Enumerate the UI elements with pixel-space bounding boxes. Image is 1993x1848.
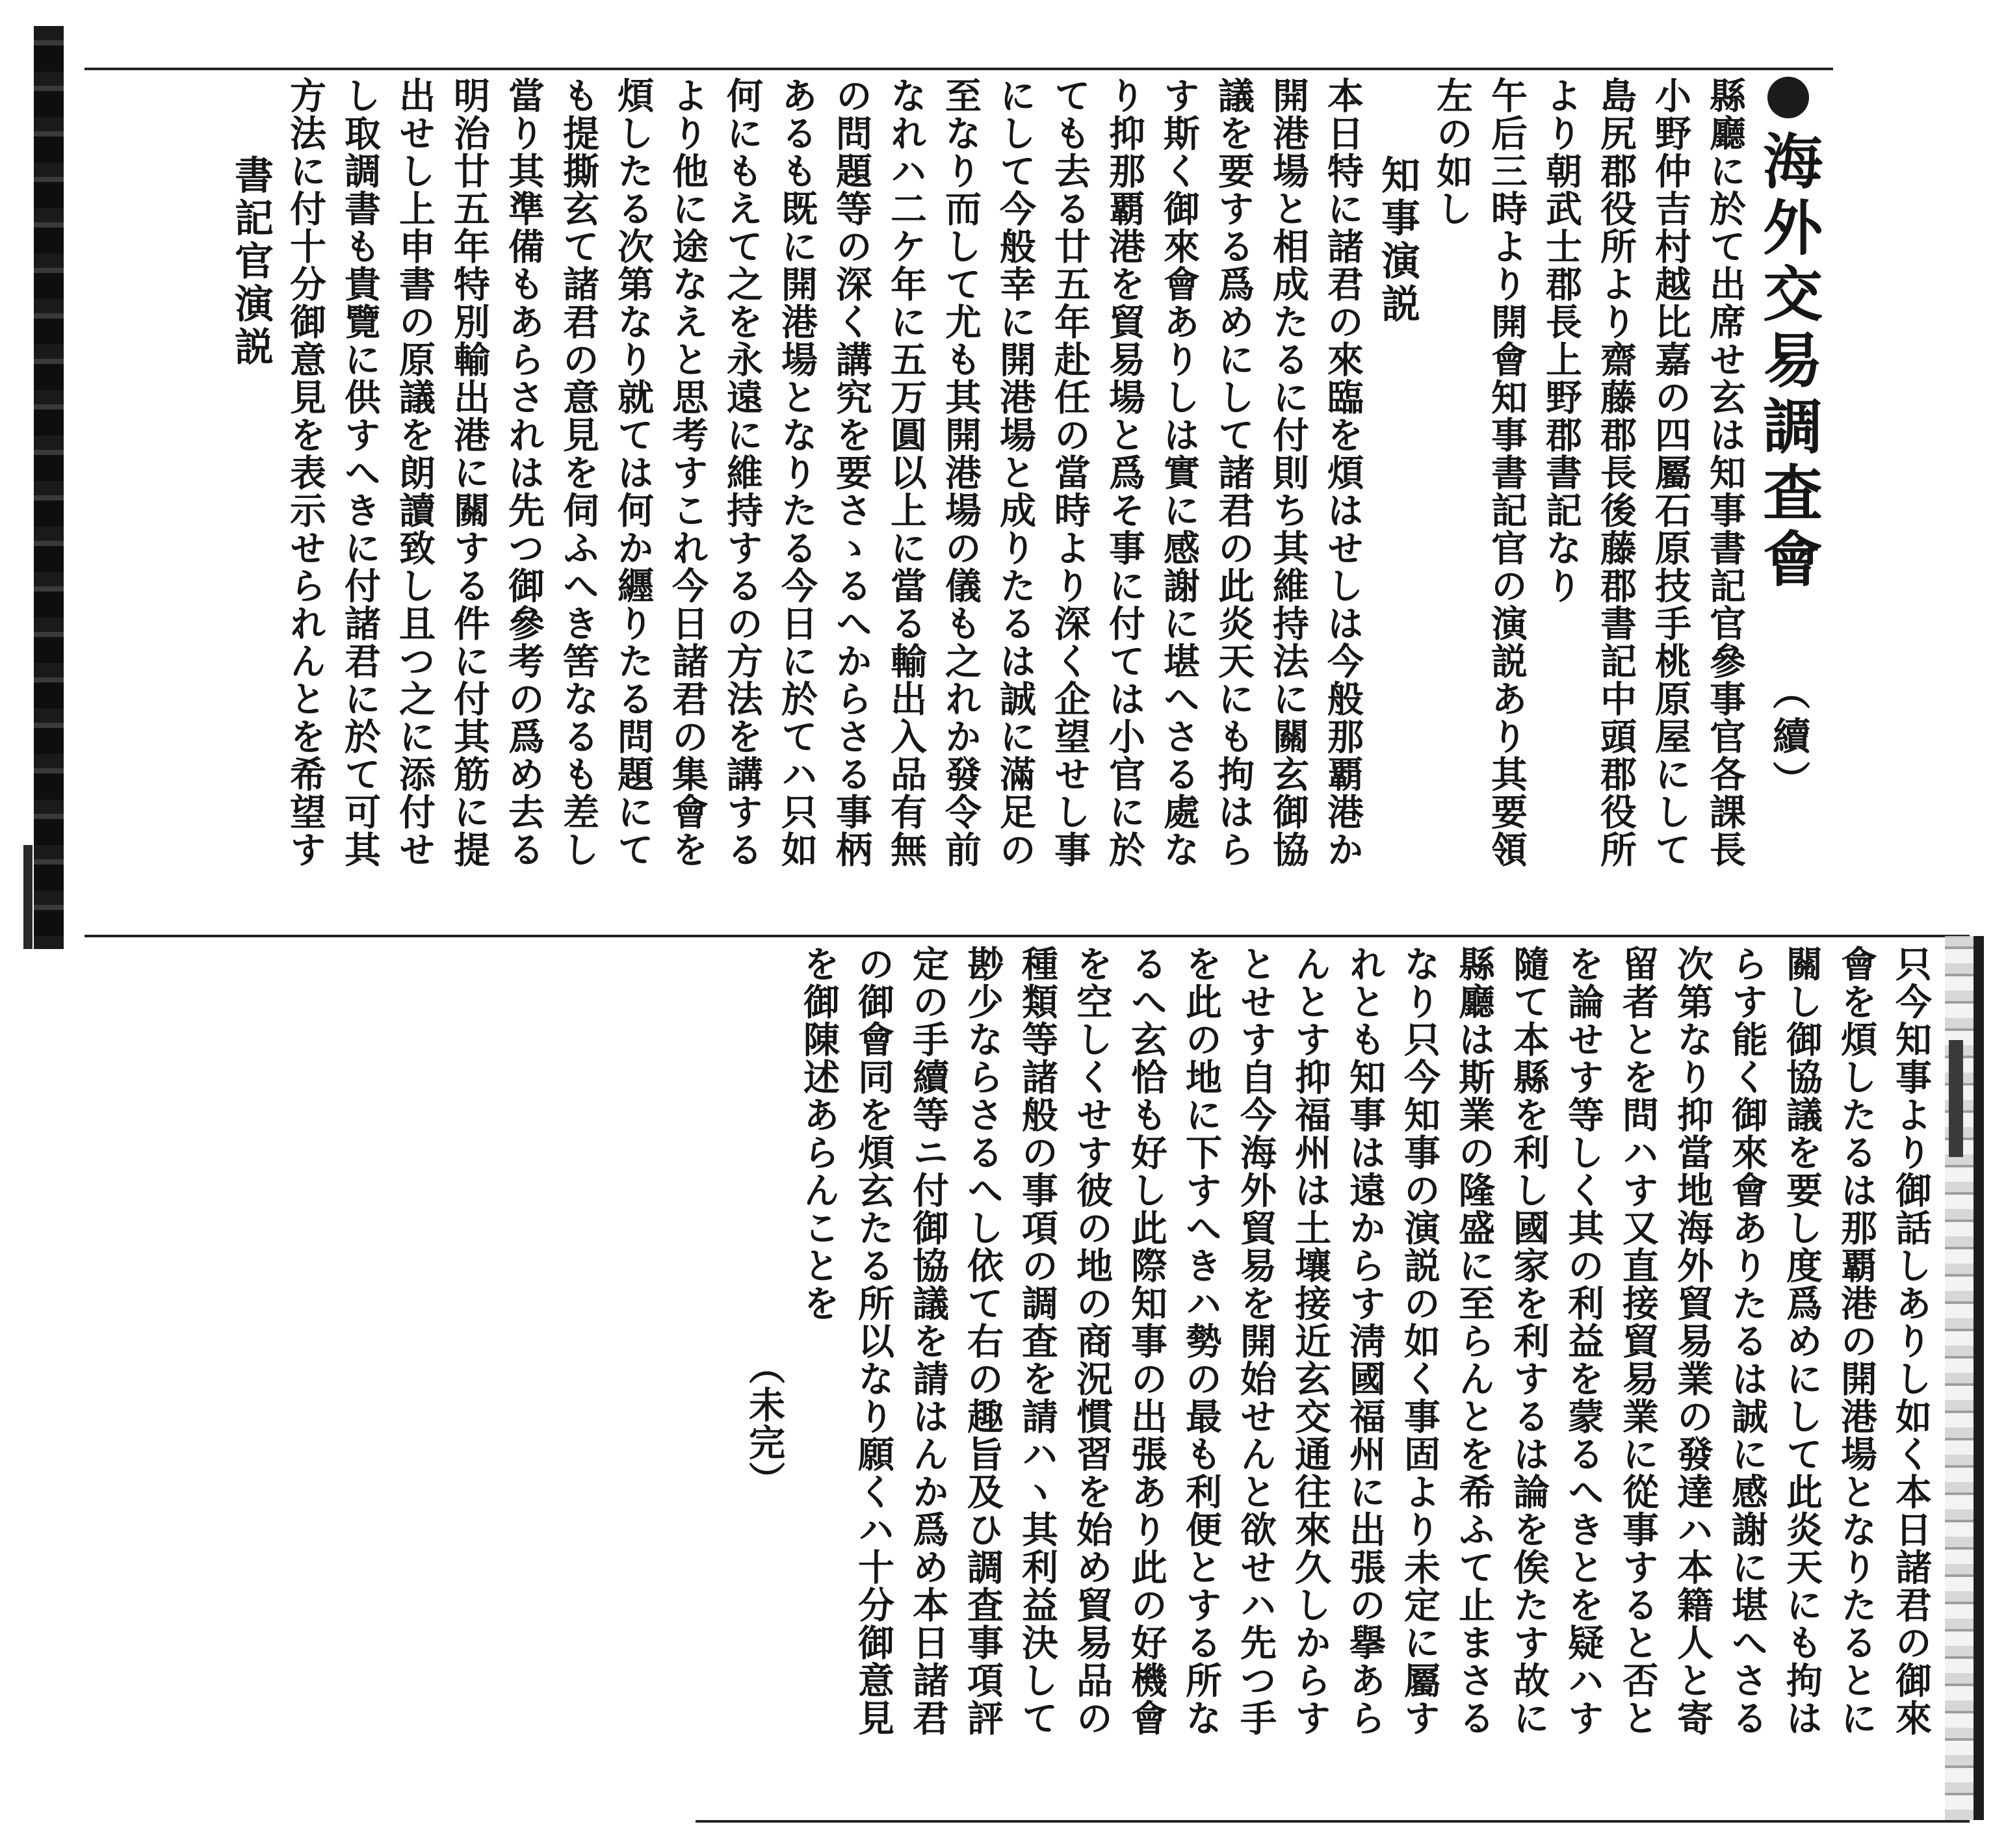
- intro-col-1: 縣廳に於て出席せ玄は知事書記官參事官各課長: [1704, 77, 1747, 868]
- secretary-col-13: とせす自今海外貿易を開始せんと欲せハ先つ手: [1234, 945, 1277, 1737]
- governor-col-20: 方法に付十分御意見を表示せられんとを希望す: [284, 77, 327, 868]
- governor-col-6: ても去る廿五年赴任の當時より深く企望せし事: [1049, 77, 1091, 868]
- secretary-col-21: を御陳述あらんことを: [798, 945, 840, 1322]
- intro-col-2: 小野仲吉村越比嘉の四屬石原技手桃原屋にして: [1649, 77, 1692, 868]
- governor-col-4: す斯く御來會ありしは實に感謝に堪へさる處な: [1158, 77, 1201, 868]
- governor-col-14: 煩したる次第なり就ては何か纒りたる問題にて: [612, 77, 655, 868]
- top-rule: [85, 68, 1833, 70]
- governor-col-2: 開港場と相成たるに付則ち其維持法に關玄御協: [1267, 77, 1310, 868]
- secretary-speech-heading: 書記官演説: [228, 155, 274, 369]
- article-bottom-half: [737, 945, 1938, 1816]
- secretary-col-12: んとす抑福州は土壤接近玄交通往來久しからす: [1289, 945, 1332, 1737]
- intro-col-3: 島尻郡役所より齋藤郡長後藤郡書記中頭郡役所: [1595, 77, 1637, 868]
- secretary-col-20: の御會同を煩玄たる所以なり願くハ十分御意見: [852, 945, 895, 1737]
- governor-col-3: 議を要する爲めにして諸君の此炎天にも拘はら: [1212, 77, 1255, 868]
- intro-col-5: 午后三時より開會知事書記官の演説あり其要領: [1485, 77, 1528, 868]
- intro-col-4: より朝武士郡長上野郡書記なり: [1540, 77, 1583, 605]
- scan-edge-left-mark: [23, 845, 33, 949]
- governor-col-17: 明治廿五年特別輸出港に關する件に付其筋に提: [448, 77, 491, 868]
- intro-col-6: 左の如し: [1431, 77, 1474, 228]
- governor-col-1: 本日特に諸君の來臨を煩はせしは今般那覇港か: [1322, 77, 1364, 868]
- secretary-col-4: らす能く御來會ありたるは誠に感謝に堪へさる: [1726, 945, 1769, 1737]
- governor-col-18: 出せし上申書の原議を朗讀致し且つ之に添付せ: [393, 77, 436, 868]
- secretary-col-16: を空しくせす彼の地の商況慣習を始め貿易品の: [1071, 945, 1114, 1737]
- governor-col-12: 何にもえて之を永遠に維持するの方法を講する: [721, 77, 764, 868]
- secretary-col-1: 只今知事より御話しありし如く本日諸君の御來: [1890, 945, 1933, 1737]
- governor-speech-heading: 知事演説: [1375, 155, 1420, 326]
- secretary-col-18: 尠少ならさるへし依て右の趣旨及ひ調査事項評: [961, 945, 1004, 1737]
- secretary-col-10: なり只今知事の演説の如く事固より未定に屬す: [1398, 945, 1441, 1737]
- governor-col-10: の問題等の深く講究を要さゝるへからさる事柄: [830, 77, 873, 868]
- middle-rule: [85, 935, 1970, 937]
- governor-col-19: し取調書も貴覽に供すへきに付諸君に於て可其: [339, 77, 382, 868]
- to-be-continued-note: （未完）: [743, 1348, 786, 1499]
- governor-col-11: あるも既に開港場となりたる今日に於てハ只如: [775, 77, 818, 868]
- governor-col-9: なれハ二ケ年に五万圓以上に當る輸出入品有無: [885, 77, 928, 868]
- scan-edge-right-border: [1973, 936, 1984, 1820]
- article-headline: 海外交易調査會（續）: [1752, 77, 1824, 928]
- governor-col-13: より他に途なえと思考すこれ今日諸君の集會を: [666, 77, 709, 868]
- secretary-col-7: を論せす等しく其の利益を蒙るへきとを疑ハす: [1562, 945, 1605, 1737]
- governor-col-8: 至なり而して尤も其開港場の儀も之れか發令前: [939, 77, 982, 868]
- secretary-col-2: 會を煩したるは那覇港の開港場となりたるとに: [1835, 945, 1878, 1737]
- secretary-col-15: るへ玄恰も好し此際知事の出張あり此の好機會: [1125, 945, 1168, 1737]
- bottom-rule: [696, 1820, 1970, 1823]
- scan-edge-right-mark: [1949, 1040, 1963, 1157]
- secretary-col-14: を此の地に下すへきハ勢の最も利便とする所な: [1180, 945, 1223, 1737]
- secretary-col-6: 留者とを問ハす又直接貿易業に從事すると否と: [1617, 945, 1660, 1737]
- secretary-col-17: 種類等諸般の事項の調査を請ハヽ其利益決して: [1016, 945, 1059, 1737]
- secretary-col-19: 定の手續等ニ付御協議を請はんか爲め本日諸君: [907, 945, 950, 1737]
- governor-col-7: にして今般幸に開港場と成りたるは誠に滿足の: [994, 77, 1037, 868]
- article-top-half: [224, 77, 1824, 928]
- secretary-col-11: れとも知事は遠からす淸國福州に出張の擧あら: [1344, 945, 1387, 1737]
- secretary-col-9: 縣廳は斯業の隆盛に至らんとを希ふて止まさる: [1453, 945, 1496, 1737]
- headline-bullet-icon: [1767, 77, 1809, 118]
- secretary-col-3: 關し御協議を要し度爲めにして此炎天にも拘は: [1780, 945, 1823, 1737]
- secretary-col-5: 次第なり抑當地海外貿易業の發達ハ本籍人と寄: [1671, 945, 1714, 1737]
- governor-col-16: 當り其準備もあらされは先つ御參考の爲め去る: [502, 77, 545, 868]
- continued-label: （續）: [1766, 672, 1810, 805]
- secretary-col-8: 隨て本縣を利し國家を利するは論を俟たす故に: [1507, 945, 1550, 1737]
- governor-col-15: も提撕玄て諸君の意見を伺ふへき筈なるも差し: [557, 77, 600, 868]
- governor-col-5: り抑那覇港を貿易場と爲そ事に付ては小官に於: [1103, 77, 1146, 868]
- scan-edge-left: [34, 26, 64, 949]
